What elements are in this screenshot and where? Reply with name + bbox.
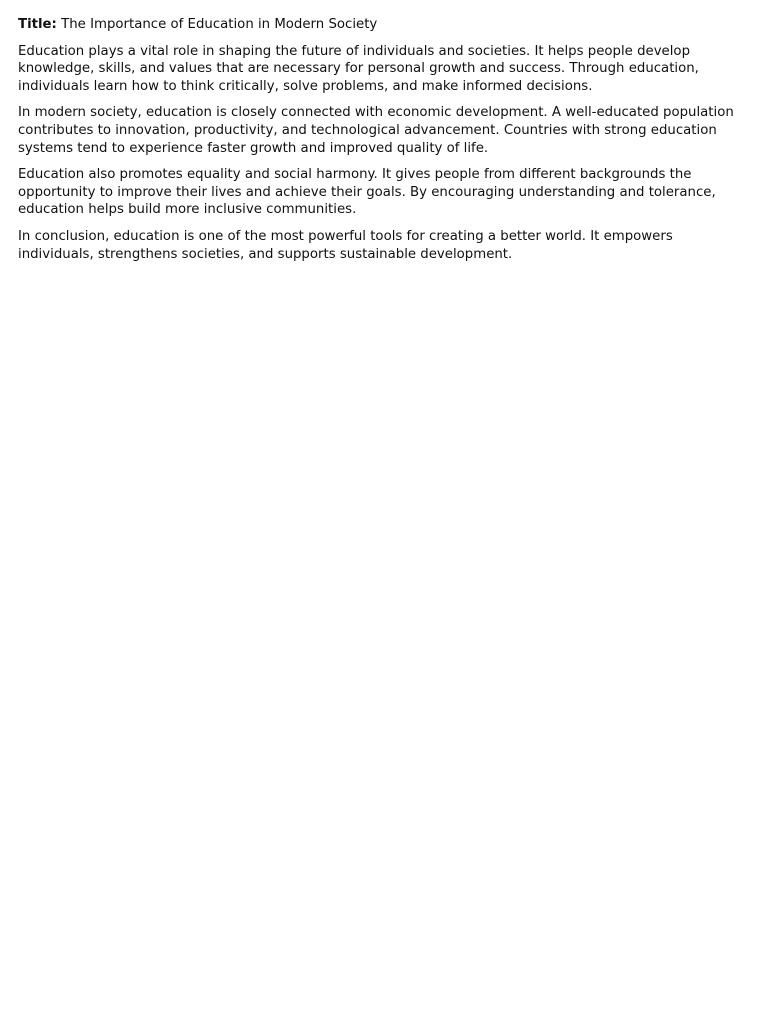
paragraph-4: In conclusion, education is one of the most powerful tools for creating a better world. It empowers individuals, strengthens societies, and supports sustainable development. <box>18 228 673 262</box>
paragraph-2: In modern society, education is closely connected with economic development. A well-educated population contributes to innovation, productivity, and technological advancement. Countries with strong education systems tend to experience faster growth and improved quality of life. <box>18 105 734 156</box>
paragraph-1: Education plays a vital role in shaping the future of individuals and societies. It helps people develop knowledge, skills, and values that are necessary for personal growth and success. Through education, individuals learn how to think critically, solve problems, and make informed decisions. <box>18 43 699 94</box>
title-label: Title: <box>18 17 57 32</box>
title-text: The Importance of Education in Modern Society <box>61 17 378 32</box>
document-title <box>18 16 750 34</box>
paragraph-3: Education also promotes equality and social harmony. It gives people from different backgrounds the opportunity to improve their lives and achieve their goals. By encouraging understanding and tolerance, education helps build more inclusive communities. <box>18 167 716 218</box>
